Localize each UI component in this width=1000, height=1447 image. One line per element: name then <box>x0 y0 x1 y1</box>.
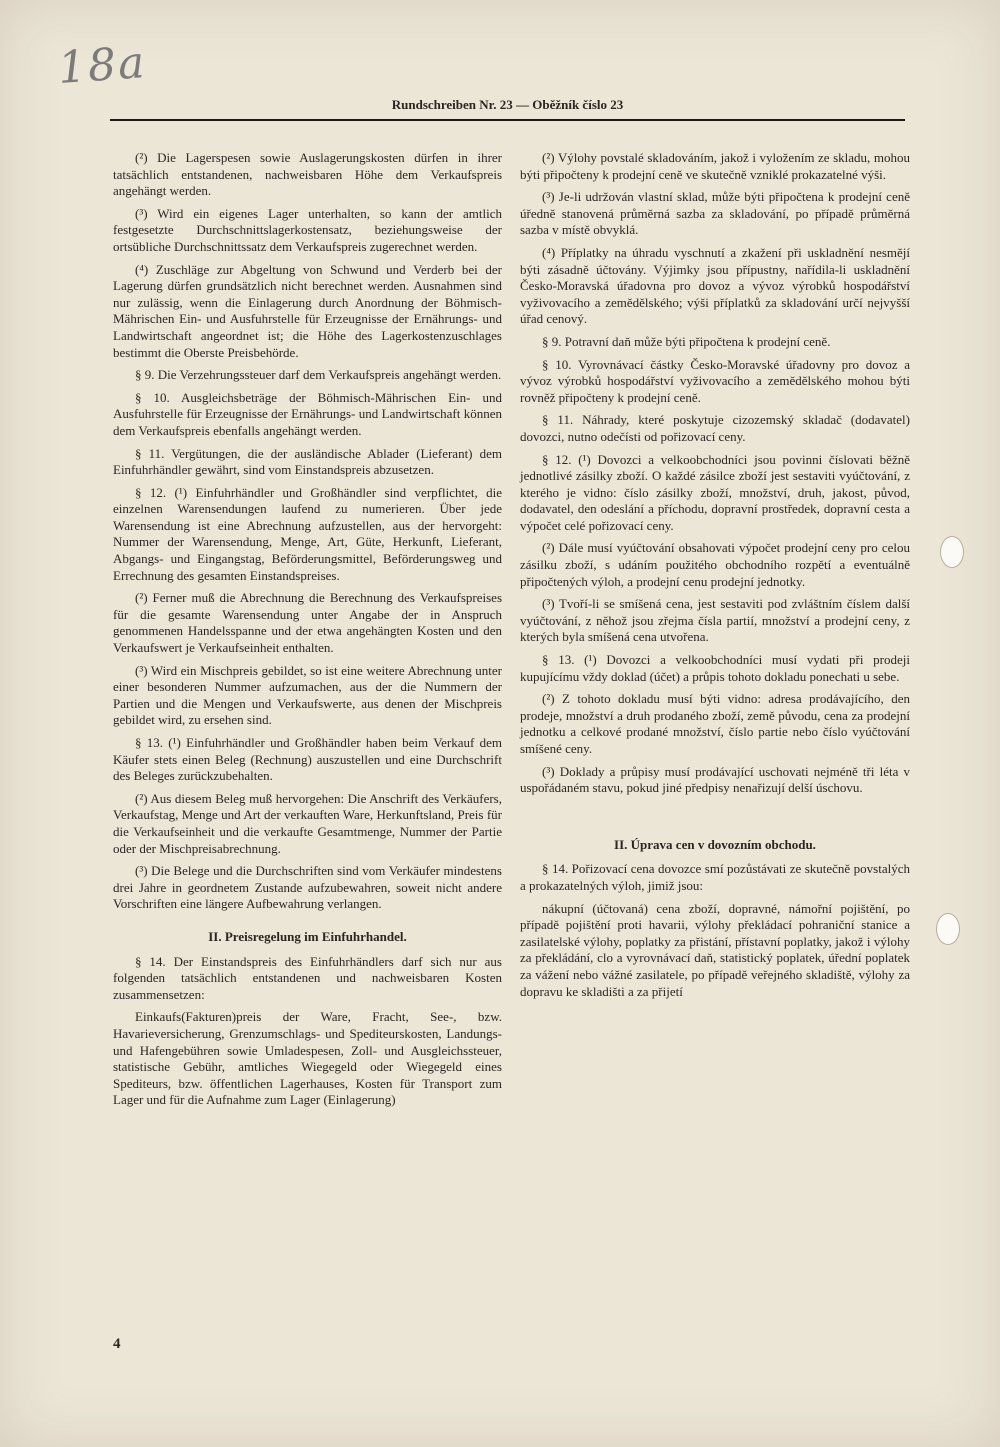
paragraph: § 14. Pořizovací cena dovozce smí pozůstávati ze skutečně povstalých a prokazatelných výloh, jimiž jsou: <box>520 861 910 893</box>
punch-hole <box>936 913 960 945</box>
paragraph: (⁴) Zuschläge zur Abgeltung von Schwund und Verderb bei der Lagerung dürfen grundsätzlich nicht berechnet werden. Ausnahmen sind nur zulässig, wenn die Einlagerung durch Anordnung der Böhmisch-Mährischen Ein- und Ausfuhrstelle für Erzeugnisse der Ernährungs- und Landwirtschaft angeordnet ist; die Höhe des Lagerkostenzuschlages bestimmt die Oberste Preisbehörde. <box>113 261 502 360</box>
paragraph: nákupní (účtovaná) cena zboží, dopravné, námořní pojištění, po případě pojištění proti havarii, výlohy překládací pohraniční stanice a zasilatelské výlohy, poplatky za přistání, přístavní poplatky, jakož i výlohy za překládání, clo a vyrovnávací daň, statistický poplatek, úřední poplatek za vážení nebo vážné zasilatele, po případě veřejného skladiště, výlohy za dopravu ke skladišti a za přijetí <box>520 900 910 999</box>
paragraph: (³) Doklady a průpisy musí prodávající uschovati nejméně tři léta v uspořádaném stavu, pokud jiné předpisy nenařizují delší úschovu. <box>520 763 910 796</box>
german-column <box>113 150 502 1115</box>
paragraph: § 12. (¹) Dovozci a velkoobchodníci jsou povinni číslovati běžně jednotlivé zásilky zboží. O každé zásilce zboží jest sestaviti vyúčtování, z kterého je vidno: číslo zásilky zboží, množství, druh, jakost, původ, dodavatel, den odeslání a příchodu, dopravní prostředek, dopravní cesta a výpočet celé pořizovací ceny. <box>520 451 910 533</box>
paragraph: § 14. Der Einstandspreis des Einfuhrhändlers darf sich nur aus folgenden tatsächlich entstandenen und nachweisbaren Kosten zusammensetzen: <box>113 953 502 1002</box>
handwritten-note: 18a <box>56 36 148 95</box>
paragraph: (²) Aus diesem Beleg muß hervorgehen: Die Anschrift des Verkäufers, Verkaufstag, Menge und Art der verkauften Ware, Herkunftsland, Preis für die Verkaufseinheit und die verkaufte Gesamtmenge, Nummer der Partie oder der Mischpreisabrechnung. <box>113 790 502 856</box>
paragraph: § 13. (¹) Dovozci a velkoobchodníci musí vydati při prodeji kupujícímu vždy doklad (účet) a průpis tohoto dokladu ponechati u sebe. <box>520 652 910 684</box>
paragraph: Einkaufs(Fakturen)preis der Ware, Fracht, See-, bzw. Havarieversicherung, Grenzumschlags- und Spediteurskosten, Landungs- und Hafengebühren sowie Umladespesen, Zoll- und Ausgleichssteuer, statistische Gebühr, amtliches Wiegegeld oder Wiegegeld eines Spediteurs, bzw. öffentlichen Lagerhauses, Kosten für Transport zum Lager und für die Aufnahme zum Lager (Einlagerung) <box>113 1009 502 1108</box>
paragraph: § 10. Ausgleichsbeträge der Böhmisch-Mährischen Ein- und Ausfuhrstelle für Erzeugnisse der Ernährungs- und Landwirtschaft können dem Verkaufspreis ebenfalls angehängt werden. <box>113 389 502 438</box>
section-heading: II. Úprava cen v dovozním obchodu. <box>614 836 816 852</box>
paragraph: § 13. (¹) Einfuhrhändler und Großhändler haben beim Verkauf dem Käufer stets einen Beleg (Rechnung) auszustellen und eine Durchschrift des Beleges zurückzubehalten. <box>113 735 502 784</box>
paragraph: § 9. Potravní daň může býti připočtena k prodejní ceně. <box>542 333 831 349</box>
paragraph: (²) Výlohy povstalé skladováním, jakož i vyložením ze skladu, mohou býti připočteny k prodejní ceně ve skutečně vzniklé prokazatelné výši. <box>520 150 910 182</box>
section-heading: II. Preisregelung im Einfuhrhandel. <box>208 928 407 944</box>
paragraph: (³) Je-li udržován vlastní sklad, může býti připočtena k prodejní ceně úředně stanovená průměrná sazba za skladování, po případě průměrná sazba v místě obvyklá. <box>520 189 910 238</box>
czech-column <box>520 150 910 1006</box>
page-number: 4 <box>113 1336 121 1352</box>
paragraph: (²) Z tohoto dokladu musí býti vidno: adresa prodávajícího, den prodeje, množství a druh prodaného zboží, země původu, cena za prodejní jednotku a celkové prodané množství, číslo partie nebo číslo vyúčtování smíšené ceny. <box>520 691 910 756</box>
paragraph: (²) Dále musí vyúčtování obsahovati výpočet prodejní ceny pro celou zásilku zboží, s udáním použitého obchodního rozpětí a eventuálně připočtených výloh, a prodejní cenu prodejní jednotky. <box>520 540 910 589</box>
header-rule <box>110 119 905 121</box>
paragraph: (²) Ferner muß die Abrechnung die Berechnung des Verkaufspreises für die gesamte Warensendung unter Angabe der in Anspruch genommenen Handelsspanne und der etwa angehängten Kosten und den Verkaufswert je Verkaufseinheit enthalten. <box>113 590 502 656</box>
punch-hole <box>940 536 964 568</box>
paragraph: § 11. Vergütungen, die der ausländische Ablader (Lieferant) dem Einfuhrhändler gewährt, sind vom Einstandspreis abzusetzen. <box>113 445 502 478</box>
paragraph: § 11. Náhrady, které poskytuje cizozemský skladač (dodavatel) dovozci, nutno odečísti od pořizovací ceny. <box>520 412 910 444</box>
paragraph: (⁴) Příplatky na úhradu vyschnutí a zkažení při uskladnění nesmějí býti zásadně účtovány. Výjimky jsou přípustny, nařídila-li uskladnění Česko-Moravská úřadovna pro dovoz a vývoz výrobků hospodářství vyživovacího a zemědělského; výši příplatků za skladování určí nejvyšší úřad cenový. <box>520 244 910 327</box>
paragraph: (³) Wird ein eigenes Lager unterhalten, so kann der amtlich festgesetzte Durchschnittslagerkostensatz, beziehungsweise der ortsübliche Durchschnittssatz dem Verkaufspreis zugerechnet werden. <box>113 205 502 254</box>
paragraph: § 12. (¹) Einfuhrhändler und Großhändler sind verpflichtet, die einzelnen Warensendungen laufend zu numerieren. Über jede Warensendung ist eine Abrechnung aufzustellen, aus der hervorgeht: Nummer der Warensendung, Menge, Art, Güte, Herkunft, Lieferant, Abgangs- und Eingangstag, Beförderungsmittel, Beförderungsweg und Errechnung des gesamten Einstandspreises. <box>113 484 502 583</box>
paragraph: (³) Wird ein Mischpreis gebildet, so ist eine weitere Abrechnung unter einer besonderen Nummer aufzumachen, aus der die Nummern der Partien und die Mengen und Verkaufswerte, aus denen der Mischpreis gebildet wird, zu ersehen sind. <box>113 662 502 728</box>
paragraph: (³) Tvoří-li se smíšená cena, jest sestaviti pod zvláštním číslem další vyúčtování, z něhož jsou zřejma čísla partií, množství a prodejní ceny, z kterých byla smíšená cena utvořena. <box>520 596 910 645</box>
paragraph: (³) Die Belege und die Durchschriften sind vom Verkäufer mindestens drei Jahre in geordnetem Zustande aufzubewahren, soweit nicht andere Vorschriften eine längere Aufbewahrung verlangen. <box>113 863 502 912</box>
paragraph: (²) Die Lagerspesen sowie Auslagerungskosten dürfen in ihrer tatsächlich entstandenen, nachweisbaren Höhe dem Verkaufspreis angehängt werden. <box>113 150 502 199</box>
page-header: Rundschreiben Nr. 23 — Oběžník číslo 23 <box>391 97 624 112</box>
paragraph: § 9. Die Verzehrungssteuer darf dem Verkaufspreis angehängt werden. <box>135 367 502 383</box>
paragraph: § 10. Vyrovnávací částky Česko-Moravské úřadovny pro dovoz a vývoz výrobků hospodářství vyživovacího a zemědělského mohou býti rovněž připočteny k prodejní ceně. <box>520 356 910 405</box>
